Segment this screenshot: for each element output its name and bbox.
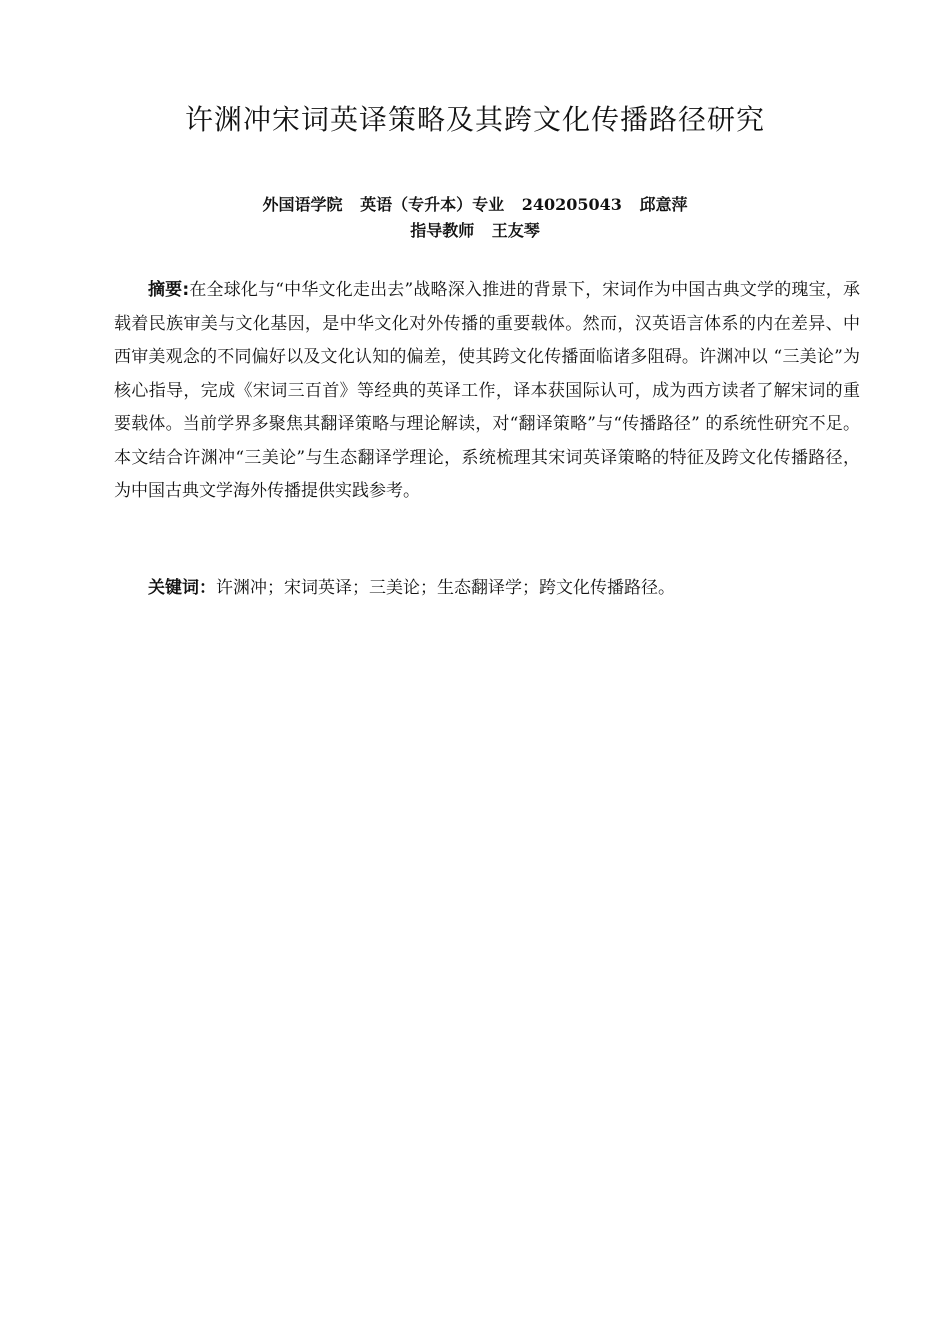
student-id: 240205043 — [521, 195, 622, 214]
college-name: 外国语学院 — [262, 195, 343, 214]
keywords-label: 关键词： — [148, 578, 216, 598]
author-line — [0, 192, 950, 218]
major-name: 英语（专升本）专业 — [360, 195, 505, 214]
abstract-text: 在全球化与“中华文化走出去”战略深入推进的背景下，宋词作为中国古典文学的瑰宝，承载着民族审美与文化基因，是中华文化对外传播的重要载体。然而，汉英语言体系的内在差异、中西审美观念的不同偏好以及文化认知的偏差，使其跨文化传播面临诸多阻碍。许渊冲以 “三美论”为核心指导，完成《宋词三百首》等经典的英译工作，译本获国际认可，成为西方读者了解宋词的重要载体。当前学界多聚焦其翻译策略与理论解读，对“翻译策略”与“传播路径” 的系统性研究不足。本文结合许渊冲“三美论”与生态翻译学理论，系统梳理其宋词英译策略的特征及跨文化传播路径，为中国古典文学海外传播提供实践参考。 — [114, 280, 860, 501]
advisor-name: 王友琴 — [491, 221, 540, 240]
student-name: 邱意萍 — [639, 195, 688, 214]
advisor-line — [0, 218, 950, 244]
keywords-paragraph — [114, 572, 860, 605]
advisor-label: 指导教师 — [410, 221, 475, 240]
abstract-paragraph — [114, 274, 860, 509]
abstract-label: 摘要: — [148, 280, 190, 300]
page-title: 许渊冲宋词英译策略及其跨文化传播路径研究 — [184, 103, 765, 136]
author-block — [0, 192, 950, 244]
keywords-text: 许渊冲；宋词英译；三美论；生态翻译学；跨文化传播路径。 — [216, 578, 675, 598]
